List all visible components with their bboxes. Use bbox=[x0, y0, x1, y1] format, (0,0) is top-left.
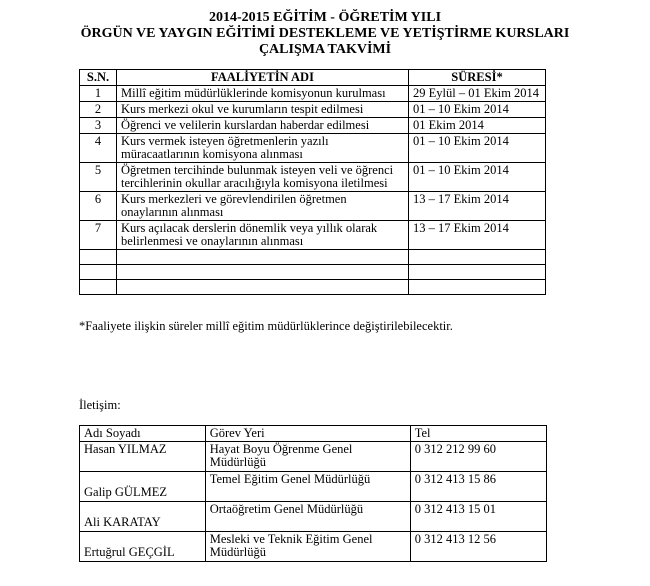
row-duration: 01 – 10 Ekim 2014 bbox=[409, 102, 546, 118]
contact-tel: 0 312 413 12 56 bbox=[410, 532, 546, 562]
row-sn: 1 bbox=[80, 86, 117, 102]
table-row bbox=[80, 472, 547, 502]
empty-table-row bbox=[80, 250, 546, 265]
row-activity: Kurs merkezleri ve görevlendirilen öğretmen onaylarının alınması bbox=[117, 192, 409, 221]
row-activity: Öğretmen tercihinde bulunmak isteyen veli ve öğrenci tercihlerinin okullar aracılığıyla komisyona iletilmesi bbox=[117, 163, 409, 192]
contact-org: Hayat Boyu Öğrenme Genel Müdürlüğü bbox=[205, 442, 410, 472]
table-row bbox=[80, 163, 546, 192]
row-sn: 3 bbox=[80, 118, 117, 134]
table-row bbox=[80, 134, 546, 163]
column-header-tel: Tel bbox=[410, 426, 546, 442]
empty-table-row bbox=[80, 265, 546, 280]
column-header-duration: SÜRESİ* bbox=[409, 70, 546, 86]
row-duration: 01 Ekim 2014 bbox=[409, 118, 546, 134]
empty-cell bbox=[409, 250, 546, 265]
table-row bbox=[80, 102, 546, 118]
empty-cell bbox=[117, 280, 409, 295]
document-subtitle: ÖRGÜN VE YAYGIN EĞİTİMİ DESTEKLEME VE YETİŞTİRME KURSLARI bbox=[80, 26, 570, 41]
column-header-activity: FAALİYETİN ADI bbox=[117, 70, 409, 86]
contact-org: Ortaöğretim Genel Müdürlüğü bbox=[205, 502, 410, 532]
column-header-sn: S.N. bbox=[80, 70, 117, 86]
empty-cell bbox=[409, 280, 546, 295]
row-sn: 7 bbox=[80, 221, 117, 250]
column-header-org: Görev Yeri bbox=[205, 426, 410, 442]
column-header-name: Adı Soyadı bbox=[80, 426, 206, 442]
row-activity: Kurs merkezi okul ve kurumların tespit edilmesi bbox=[117, 102, 409, 118]
empty-cell bbox=[80, 280, 117, 295]
contact-label: İletişim: bbox=[79, 398, 121, 412]
row-sn: 2 bbox=[80, 102, 117, 118]
empty-cell bbox=[409, 265, 546, 280]
contact-org: Mesleki ve Teknik Eğitim Genel Müdürlüğü bbox=[205, 532, 410, 562]
row-duration: 29 Eylül – 01 Ekim 2014 bbox=[409, 86, 546, 102]
contact-name: Galip GÜLMEZ bbox=[80, 472, 206, 502]
row-sn: 5 bbox=[80, 163, 117, 192]
contact-name: Ali KARATAY bbox=[80, 502, 206, 532]
table-header-row bbox=[80, 70, 546, 86]
empty-cell bbox=[80, 250, 117, 265]
row-activity: Öğrenci ve velilerin kurslardan haberdar edilmesi bbox=[117, 118, 409, 134]
empty-cell bbox=[117, 250, 409, 265]
table-row bbox=[80, 86, 546, 102]
contact-org: Temel Eğitim Genel Müdürlüğü bbox=[205, 472, 410, 502]
table-header-row bbox=[80, 426, 547, 442]
contact-table bbox=[79, 425, 547, 562]
table-row bbox=[80, 118, 546, 134]
empty-cell bbox=[80, 265, 117, 280]
row-activity: Kurs açılacak derslerin dönemlik veya yıllık olarak belirlenmesi ve onaylarının alınması bbox=[117, 221, 409, 250]
table-row bbox=[80, 221, 546, 250]
contact-name: Ertuğrul GEÇGİL bbox=[80, 532, 206, 562]
row-duration: 01 – 10 Ekim 2014 bbox=[409, 163, 546, 192]
contact-tel: 0 312 413 15 01 bbox=[410, 502, 546, 532]
row-duration: 01 – 10 Ekim 2014 bbox=[409, 134, 546, 163]
contact-tel: 0 312 413 15 86 bbox=[410, 472, 546, 502]
table-row bbox=[80, 442, 547, 472]
document-heading: ÇALIŞMA TAKVİMİ bbox=[258, 42, 392, 57]
row-duration: 13 – 17 Ekim 2014 bbox=[409, 221, 546, 250]
contact-name: Hasan YILMAZ bbox=[80, 442, 206, 472]
row-activity: Millî eğitim müdürlüklerinde komisyonun kurulması bbox=[117, 86, 409, 102]
table-row bbox=[80, 502, 547, 532]
contact-tel: 0 312 212 99 60 bbox=[410, 442, 546, 472]
document-title: 2014-2015 EĞİTİM - ÖĞRETİM YILI bbox=[208, 10, 442, 25]
empty-table-row bbox=[80, 280, 546, 295]
table-row bbox=[80, 532, 547, 562]
row-duration: 13 – 17 Ekim 2014 bbox=[409, 192, 546, 221]
row-sn: 4 bbox=[80, 134, 117, 163]
activity-schedule-table bbox=[79, 69, 546, 295]
table-row bbox=[80, 192, 546, 221]
footnote: *Faaliyete ilişkin süreler millî eğitim müdürlüklerince değiştirilebilecektir. bbox=[79, 319, 453, 333]
empty-cell bbox=[117, 265, 409, 280]
row-activity: Kurs vermek isteyen öğretmenlerin yazılı müracaatlarının komisyona alınması bbox=[117, 134, 409, 163]
row-sn: 6 bbox=[80, 192, 117, 221]
